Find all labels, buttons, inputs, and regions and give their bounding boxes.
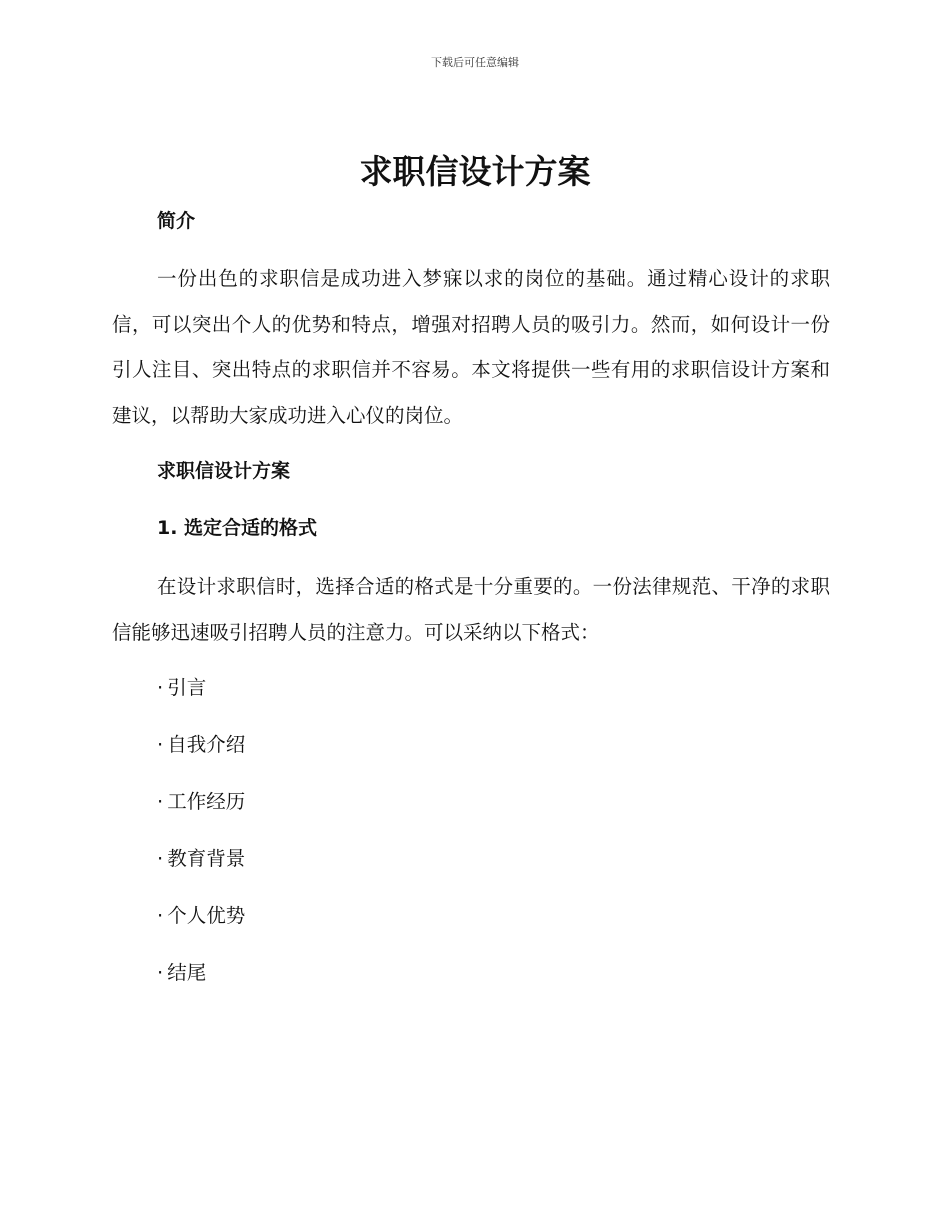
bullet-icon: · (157, 676, 164, 699)
document-title: 求职信设计方案 (359, 152, 591, 191)
header-note: 下载后可任意编辑 (431, 56, 519, 69)
list-item (157, 788, 245, 816)
list-item (157, 674, 206, 702)
list-item-text: 工作经历 (167, 790, 246, 813)
list-item-text: 个人优势 (167, 904, 246, 927)
bullet-icon: · (157, 847, 164, 870)
list-item-text: 结尾 (167, 961, 207, 984)
bullet-icon: · (157, 733, 164, 756)
list-item (157, 845, 245, 873)
subsection-heading: 1. 选定合适的格式 (157, 517, 318, 539)
list-item (157, 731, 245, 759)
format-paragraph: 在设计求职信时，选择合适的格式是十分重要的。一份法律规范、干净的求职信能够迅速吸引招聘人员的注意力。可以采纳以下格式： (112, 575, 830, 644)
bullet-icon: · (157, 961, 164, 984)
list-item (157, 902, 245, 930)
intro-heading: 简介 (157, 210, 196, 232)
list-item-text: 自我介绍 (167, 733, 246, 756)
intro-paragraph: 一份出色的求职信是成功进入梦寐以求的岗位的基础。通过精心设计的求职信，可以突出个人的优势和特点，增强对招聘人员的吸引力。然而，如何设计一份引人注目、突出特点的求职信并不容易。本文将提供一些有用的求职信设计方案和建议，以帮助大家成功进入心仪的岗位。 (112, 267, 830, 427)
list-item-text: 引言 (167, 676, 207, 699)
bullet-icon: · (157, 790, 164, 813)
list-item-text: 教育背景 (167, 847, 246, 870)
list-item (157, 959, 206, 987)
section-heading: 求职信设计方案 (157, 460, 291, 482)
bullet-icon: · (157, 904, 164, 927)
